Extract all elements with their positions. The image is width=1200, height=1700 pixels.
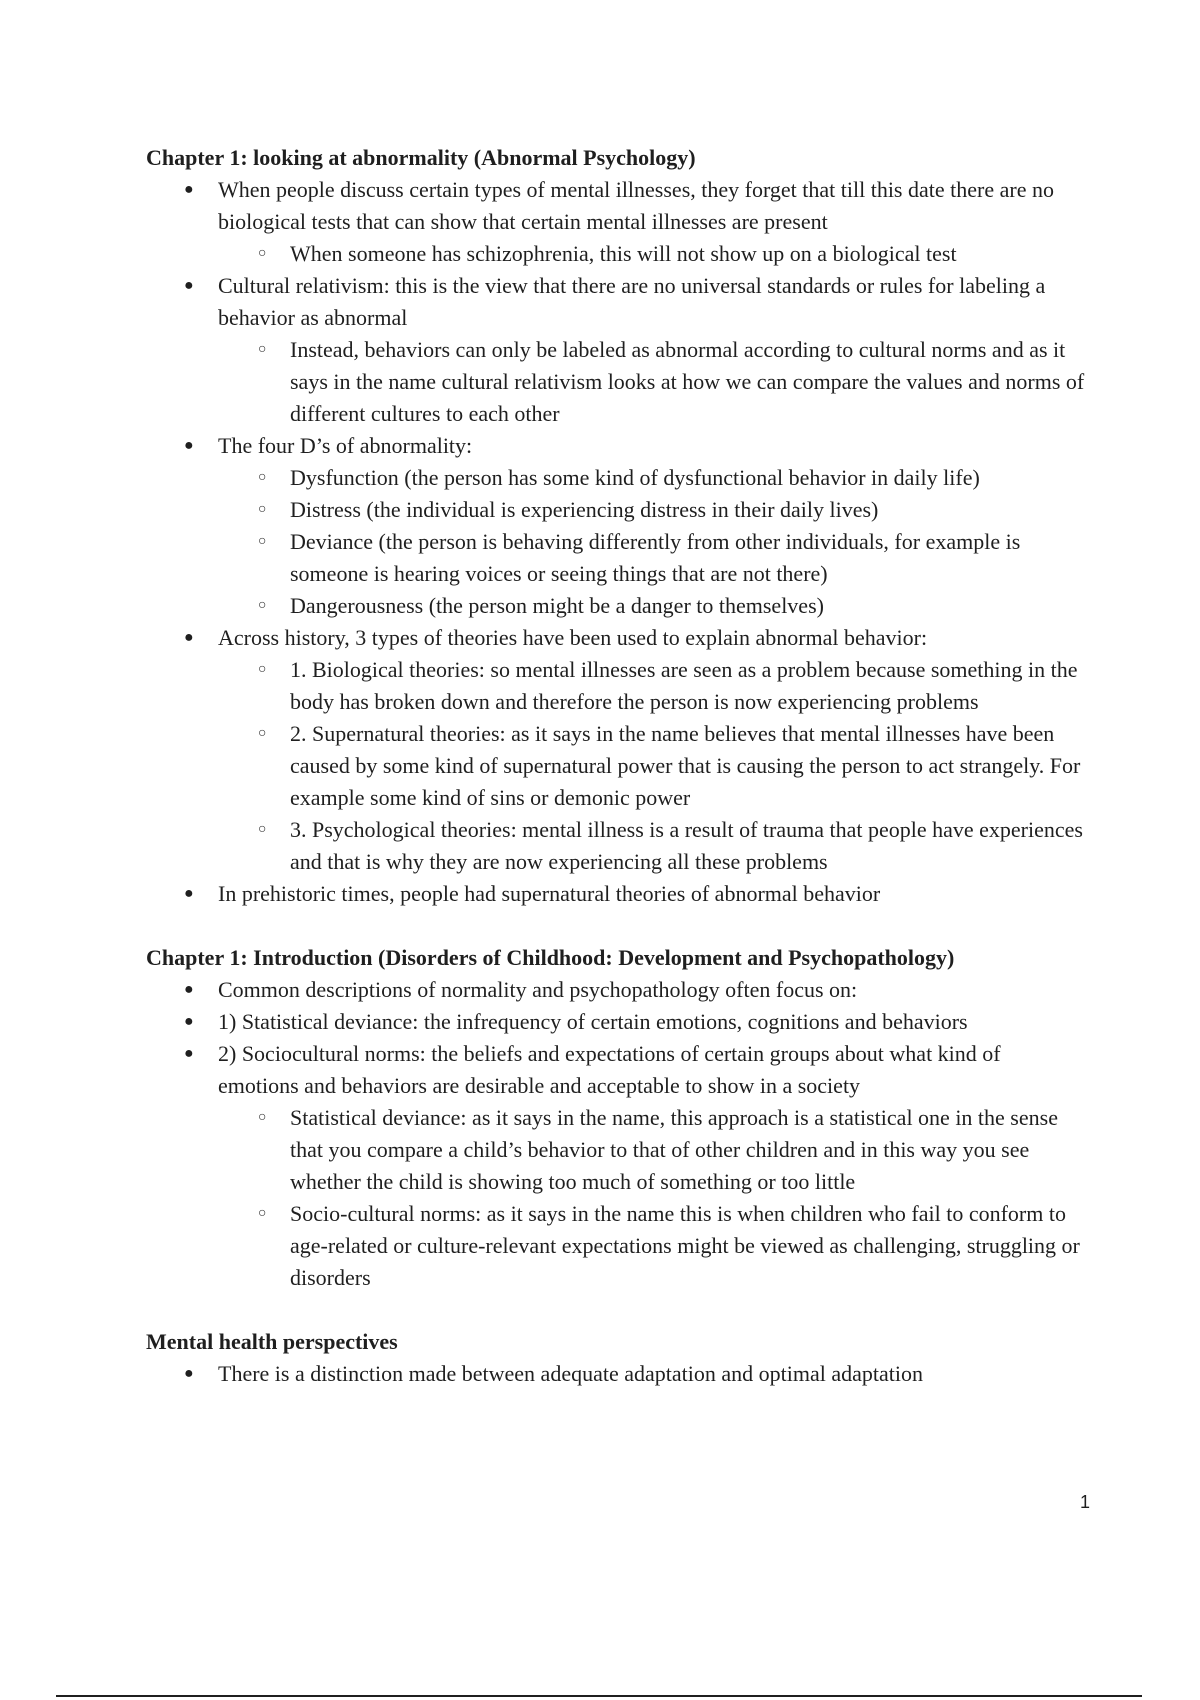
section bbox=[146, 942, 1086, 1294]
sub-bullet-item bbox=[258, 590, 1086, 622]
bullet-circle-icon: ○ bbox=[258, 1206, 267, 1221]
bullet-text: In prehistoric times, people had supernatural theories of abnormal behavior bbox=[218, 881, 881, 906]
bullet-item bbox=[184, 430, 1086, 622]
sub-bullet-text: Dysfunction (the person has some kind of dysfunctional behavior in daily life) bbox=[290, 465, 980, 490]
sub-bullet-text: When someone has schizophrenia, this will not show up on a biological test bbox=[290, 241, 957, 266]
sub-bullet-text: 2. Supernatural theories: as it says in the name believes that mental illnesses have been caused by some kind of supernatural power that is causing the person to act strangely. For example some kind of sins or demonic power bbox=[290, 721, 1081, 810]
bullet-dot-icon: ● bbox=[184, 437, 194, 454]
bullet-item bbox=[184, 1038, 1086, 1294]
section-heading: Mental health perspectives bbox=[146, 1329, 398, 1354]
sub-bullet-text: Dangerousness (the person might be a danger to themselves) bbox=[290, 593, 824, 618]
sub-bullet-list bbox=[218, 334, 1086, 430]
bullet-dot-icon: ● bbox=[184, 181, 194, 198]
bullet-circle-icon: ○ bbox=[258, 662, 267, 677]
sub-bullet-item bbox=[258, 814, 1086, 878]
bullet-dot-icon: ● bbox=[184, 981, 194, 998]
sub-bullet-text: 3. Psychological theories: mental illness is a result of trauma that people have experiences and that is why they are now experiencing all these problems bbox=[290, 817, 1083, 874]
bullet-item bbox=[184, 174, 1086, 270]
bullet-text: Across history, 3 types of theories have been used to explain abnormal behavior: bbox=[218, 625, 928, 650]
bullet-item bbox=[184, 878, 1086, 910]
bullet-circle-icon: ○ bbox=[258, 598, 267, 613]
section bbox=[146, 142, 1086, 910]
sub-bullet-list bbox=[218, 1102, 1086, 1294]
section-heading: Chapter 1: looking at abnormality (Abnormal Psychology) bbox=[146, 145, 696, 170]
sub-bullet-item bbox=[258, 238, 1086, 270]
sub-bullet-list bbox=[218, 654, 1086, 878]
bullet-text: 2) Sociocultural norms: the beliefs and expectations of certain groups about what kind of emotions and behaviors are desirable and acceptable to show in a society bbox=[218, 1041, 1001, 1098]
bullet-circle-icon: ○ bbox=[258, 246, 267, 261]
sub-bullet-list bbox=[218, 238, 1086, 270]
sub-bullet-text: Instead, behaviors can only be labeled as abnormal according to cultural norms and as it says in the name cultural relativism looks at how we can compare the values and norms of different cultures to each other bbox=[290, 337, 1085, 426]
document-body bbox=[146, 142, 1086, 1422]
bullet-text: When people discuss certain types of mental illnesses, they forget that till this date there are no biological tests that can show that certain mental illnesses are present bbox=[218, 177, 1054, 234]
bullet-dot-icon: ● bbox=[184, 1013, 194, 1030]
bullet-dot-icon: ● bbox=[184, 1045, 194, 1062]
bullet-item bbox=[184, 270, 1086, 430]
bullet-dot-icon: ● bbox=[184, 1365, 194, 1382]
bullet-circle-icon: ○ bbox=[258, 1110, 267, 1125]
sub-bullet-item bbox=[258, 1102, 1086, 1198]
sub-bullet-text: Socio-cultural norms: as it says in the name this is when children who fail to conform to age-related or culture-relevant expectations might be viewed as challenging, struggling or disorders bbox=[290, 1201, 1080, 1290]
bullet-text: There is a distinction made between adequate adaptation and optimal adaptation bbox=[218, 1361, 923, 1386]
sub-bullet-list bbox=[218, 462, 1086, 622]
bullet-circle-icon: ○ bbox=[258, 822, 267, 837]
sub-bullet-item bbox=[258, 494, 1086, 526]
bullet-dot-icon: ● bbox=[184, 629, 194, 646]
sub-bullet-item bbox=[258, 1198, 1086, 1294]
section bbox=[146, 1326, 1086, 1390]
bullet-circle-icon: ○ bbox=[258, 534, 267, 549]
page-number: 1 bbox=[1079, 1492, 1090, 1512]
sub-bullet-text: 1. Biological theories: so mental illnesses are seen as a problem because something in the body has broken down and therefore the person is now experiencing problems bbox=[290, 657, 1078, 714]
sub-bullet-text: Statistical deviance: as it says in the name, this approach is a statistical one in the sense that you compare a child’s behavior to that of other children and in this way you see whether the child is showing too much of something or too little bbox=[290, 1105, 1058, 1194]
bullet-dot-icon: ● bbox=[184, 885, 194, 902]
sub-bullet-item bbox=[258, 718, 1086, 814]
bullet-dot-icon: ● bbox=[184, 277, 194, 294]
bullet-item bbox=[184, 974, 1086, 1006]
sub-bullet-item bbox=[258, 334, 1086, 430]
bullet-list bbox=[146, 1358, 1086, 1390]
bullet-list bbox=[146, 174, 1086, 910]
bullet-list bbox=[146, 974, 1086, 1294]
sub-bullet-item bbox=[258, 462, 1086, 494]
bullet-text: 1) Statistical deviance: the infrequency of certain emotions, cognitions and behaviors bbox=[218, 1009, 968, 1034]
sub-bullet-text: Deviance (the person is behaving differently from other individuals, for example is someone is hearing voices or seeing things that are not there) bbox=[290, 529, 1021, 586]
bullet-item bbox=[184, 622, 1086, 878]
bullet-circle-icon: ○ bbox=[258, 342, 267, 357]
bullet-circle-icon: ○ bbox=[258, 470, 267, 485]
bullet-item bbox=[184, 1358, 1086, 1390]
page-bottom-rule bbox=[56, 1695, 1142, 1697]
sub-bullet-item bbox=[258, 526, 1086, 590]
sub-bullet-item bbox=[258, 654, 1086, 718]
sub-bullet-text: Distress (the individual is experiencing distress in their daily lives) bbox=[290, 497, 879, 522]
bullet-text: The four D’s of abnormality: bbox=[218, 433, 473, 458]
bullet-circle-icon: ○ bbox=[258, 502, 267, 517]
bullet-circle-icon: ○ bbox=[258, 726, 267, 741]
bullet-text: Common descriptions of normality and psychopathology often focus on: bbox=[218, 977, 858, 1002]
section-heading: Chapter 1: Introduction (Disorders of Childhood: Development and Psychopathology) bbox=[146, 945, 955, 970]
bullet-text: Cultural relativism: this is the view that there are no universal standards or rules for labeling a behavior as abnormal bbox=[218, 273, 1046, 330]
bullet-item bbox=[184, 1006, 1086, 1038]
